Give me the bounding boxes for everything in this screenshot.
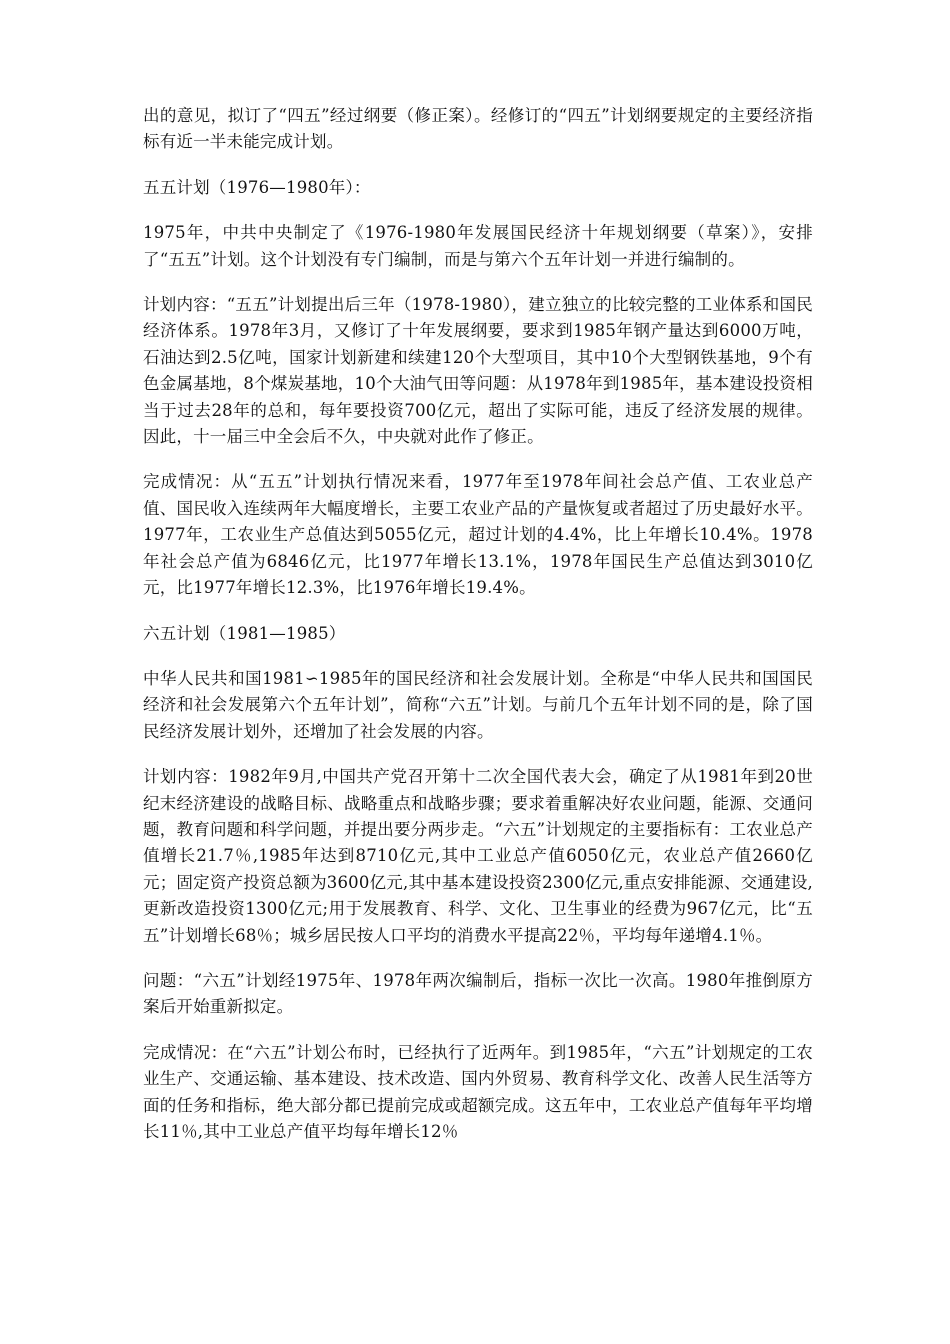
paragraph-sixth-plan-completion: 完成情况：在“六五”计划公布时，已经执行了近两年。到1985年，“六五”计划规定的工农业生产、交通运输、基本建设、技术改造、国内外贸易、教育科学文化、改善人民生活等方面的任务和指标，绝大部分都已提前完成或超额完成。这五年中，工农业总产值每年平均增长11％,其中工业总产值平均每年增长12％ (143, 1042, 813, 1141)
paragraph-sixth-plan-content: 计划内容：1982年9月,中国共产党召开第十二次全国代表大会，确定了从1981年到20世纪末经济建设的战略目标、战略重点和战略步骤；要求着重解决好农业问题，能源、交通问题，教育问题和科学问题，并提出要分两步走。“六五”计划规定的主要指标有：工农业总产值增长21.7％,1985年达到8710亿元,其中工业总产值6050亿元，农业总产值2660亿元；固定资产投资总额为3600亿元,其中基本建设投资2300亿元,重点安排能源、交通建设,更新改造投资1300亿元;用于发展教育、科学、文化、卫生事业的经费为967亿元，比“五五”计划增长68％；城乡居民按人口平均的消费水平提高22％，平均每年递增4.1％。 (143, 767, 813, 945)
paragraph-sixth-plan-intro: 中华人民共和国1981∽1985年的国民经济和社会发展计划。全称是“中华人民共和国国民经济和社会发展第六个五年计划”，简称“六五”计划。与前几个五年计划不同的是，除了国民经济发展计划外，还增加了社会发展的内容。 (143, 668, 813, 741)
heading-fifth-five-year-plan: 五五计划（1976—1980年）： (143, 177, 371, 197)
paragraph-fifth-plan-completion: 完成情况：从“五五”计划执行情况来看，1977年至1978年间社会总产值、工农业总产值、国民收入连续两年大幅度增长，主要工农业产品的产量恢复或者超过了历史最好水平。1977年，工农业生产总值达到5055亿元，超过计划的4.4%，比上年增长10.4%。1978年社会总产值为6846亿元，比1977年增长13.1%，1978年国民生产总值达到3010亿元，比1977年增长12.3%，比1976年增长19.4%。 (143, 472, 813, 598)
heading-sixth-five-year-plan: 六五计划（1981—1985） (143, 623, 346, 643)
paragraph-sixth-plan-problem: 问题：“六五”计划经1975年、1978年两次编制后，指标一次比一次高。1980年推倒原方案后开始重新拟定。 (143, 970, 813, 1017)
paragraph-fifth-plan-content: 计划内容：“五五”计划提出后三年（1978-1980），建立独立的比较完整的工业体系和国民经济体系。1978年3月，又修订了十年发展纲要，要求到1985年钢产量达到6000万吨，石油达到2.5亿吨，国家计划新建和续建120个大型项目，其中10个大型钢铁基地，9个有色金属基地，8个煤炭基地，10个大油气田等问题：从1978年到1985年，基本建设投资相当于过去28年的总和，每年要投资700亿元，超出了实际可能，违反了经济发展的规律。因此，十一届三中全会后不久，中央就对此作了修正。 (143, 295, 813, 447)
paragraph-sifang-revision: 出的意见，拟订了“四五”经过纲要（修正案）。经修订的“四五”计划纲要规定的主要经济指标有近一半未能完成计划。 (143, 106, 813, 152)
document-page (143, 103, 813, 1164)
paragraph-fifth-plan-intro: 1975年，中共中央制定了《1976-1980年发展国民经济十年规划纲要（草案）》，安排了“五五”计划。这个计划没有专门编制，而是与第六个五年计划一并进行编制的。 (143, 223, 813, 269)
